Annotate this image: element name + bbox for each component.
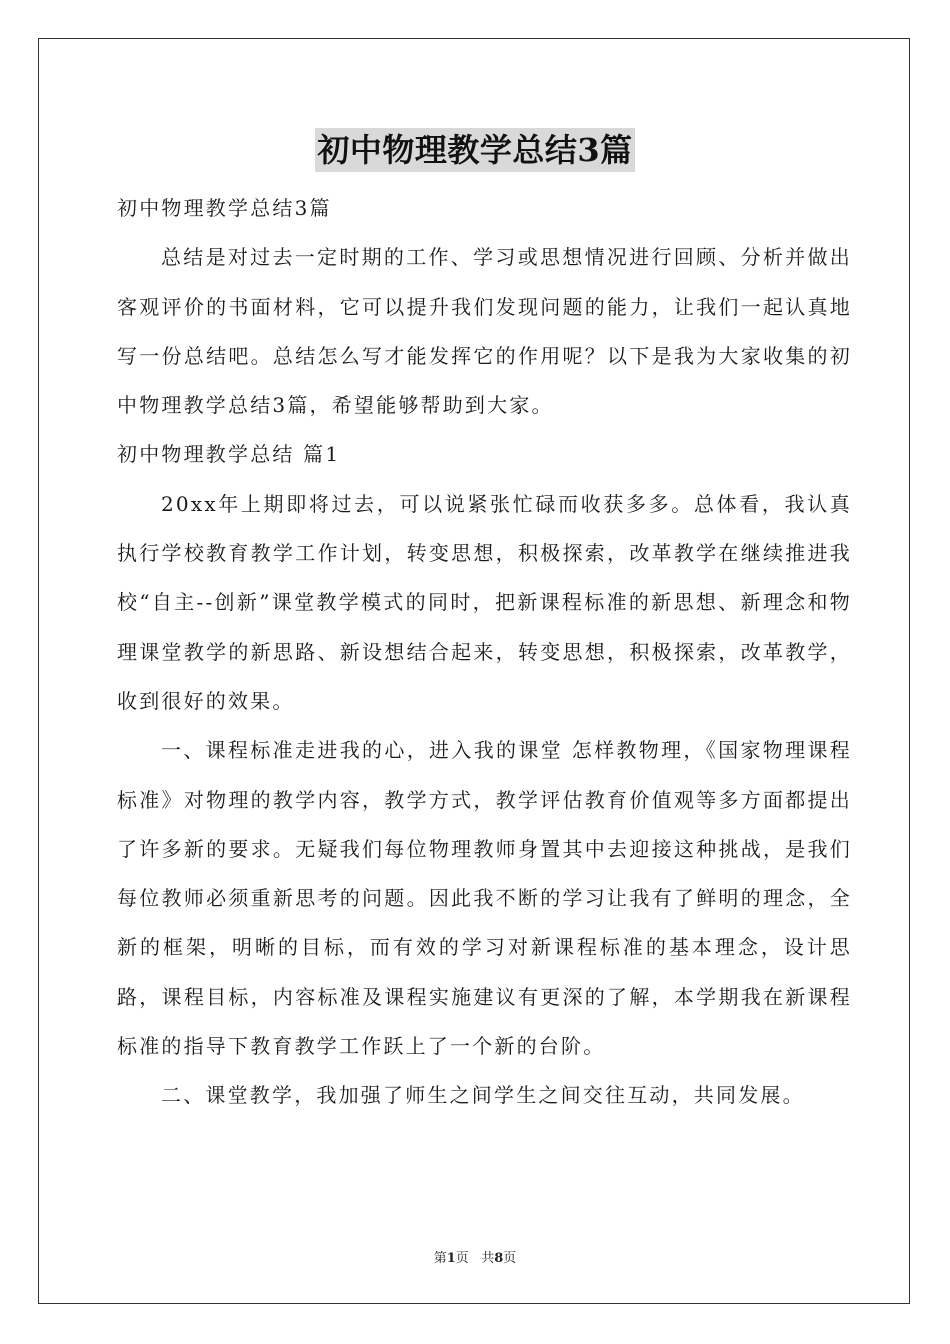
current-page-number: 1	[446, 1251, 456, 1266]
intro-paragraph: 总结是对过去一定时期的工作、学习或思想情况进行回顾、分析并做出客观评价的书面材料，它可以提升我们发现问题的能力，让我们一起认真地写一份总结吧。总结怎么写才能发挥它的作用呢？以下是我为大家收集的初中物理教学总结3篇，希望能够帮助到大家。	[117, 245, 852, 418]
body-paragraph: 二、课堂教学，我加强了师生之间学生之间交往互动，共同发展。	[161, 1083, 805, 1108]
subtitle-paragraph: 初中物理教学总结3篇	[117, 196, 332, 220]
page-prefix: 第	[433, 1251, 447, 1266]
total-pages-number: 8	[494, 1251, 504, 1266]
total-suffix: 页	[503, 1251, 517, 1266]
document-title-text: 初中物理教学总结3篇	[315, 128, 634, 172]
body-paragraph: 20xx年上期即将过去，可以说紧张忙碌而收获多多。总体看，我认真执行学校教育教学工作计划，转变思想，积极探索，改革教学在继续推进我校“自主--创新”课堂教学模式的同时，把新课程标准的新思想、新理念和物理课堂教学的新思路、新设想结合起来，转变思想，积极探索，改革教学，收到很好的效果。	[117, 491, 852, 713]
document-body	[117, 184, 852, 1121]
body-paragraph: 一、课程标准走进我的心，进入我的课堂 怎样教物理，《国家物理课程标准》对物理的教学内容，教学方式，教学评估教育价值观等多方面都提出了许多新的要求。无疑我们每位物理教师身置其中去迎接这种挑战，是我们每位教师必须重新思考的问题。因此我不断的学习让我有了鲜明的理念，全新的框架，明晰的目标，而有效的学习对新课程标准的基本理念，设计思路，课程目标，内容标准及课程实施建议有更深的了解，本学期我在新课程标准的指导下教育教学工作跃上了一个新的台阶。	[117, 738, 852, 1059]
page-suffix: 页	[455, 1251, 469, 1266]
total-prefix: 共	[481, 1251, 495, 1266]
page-footer	[0, 1247, 950, 1266]
section-heading: 初中物理教学总结 篇1	[117, 442, 341, 467]
document-title	[0, 128, 950, 172]
